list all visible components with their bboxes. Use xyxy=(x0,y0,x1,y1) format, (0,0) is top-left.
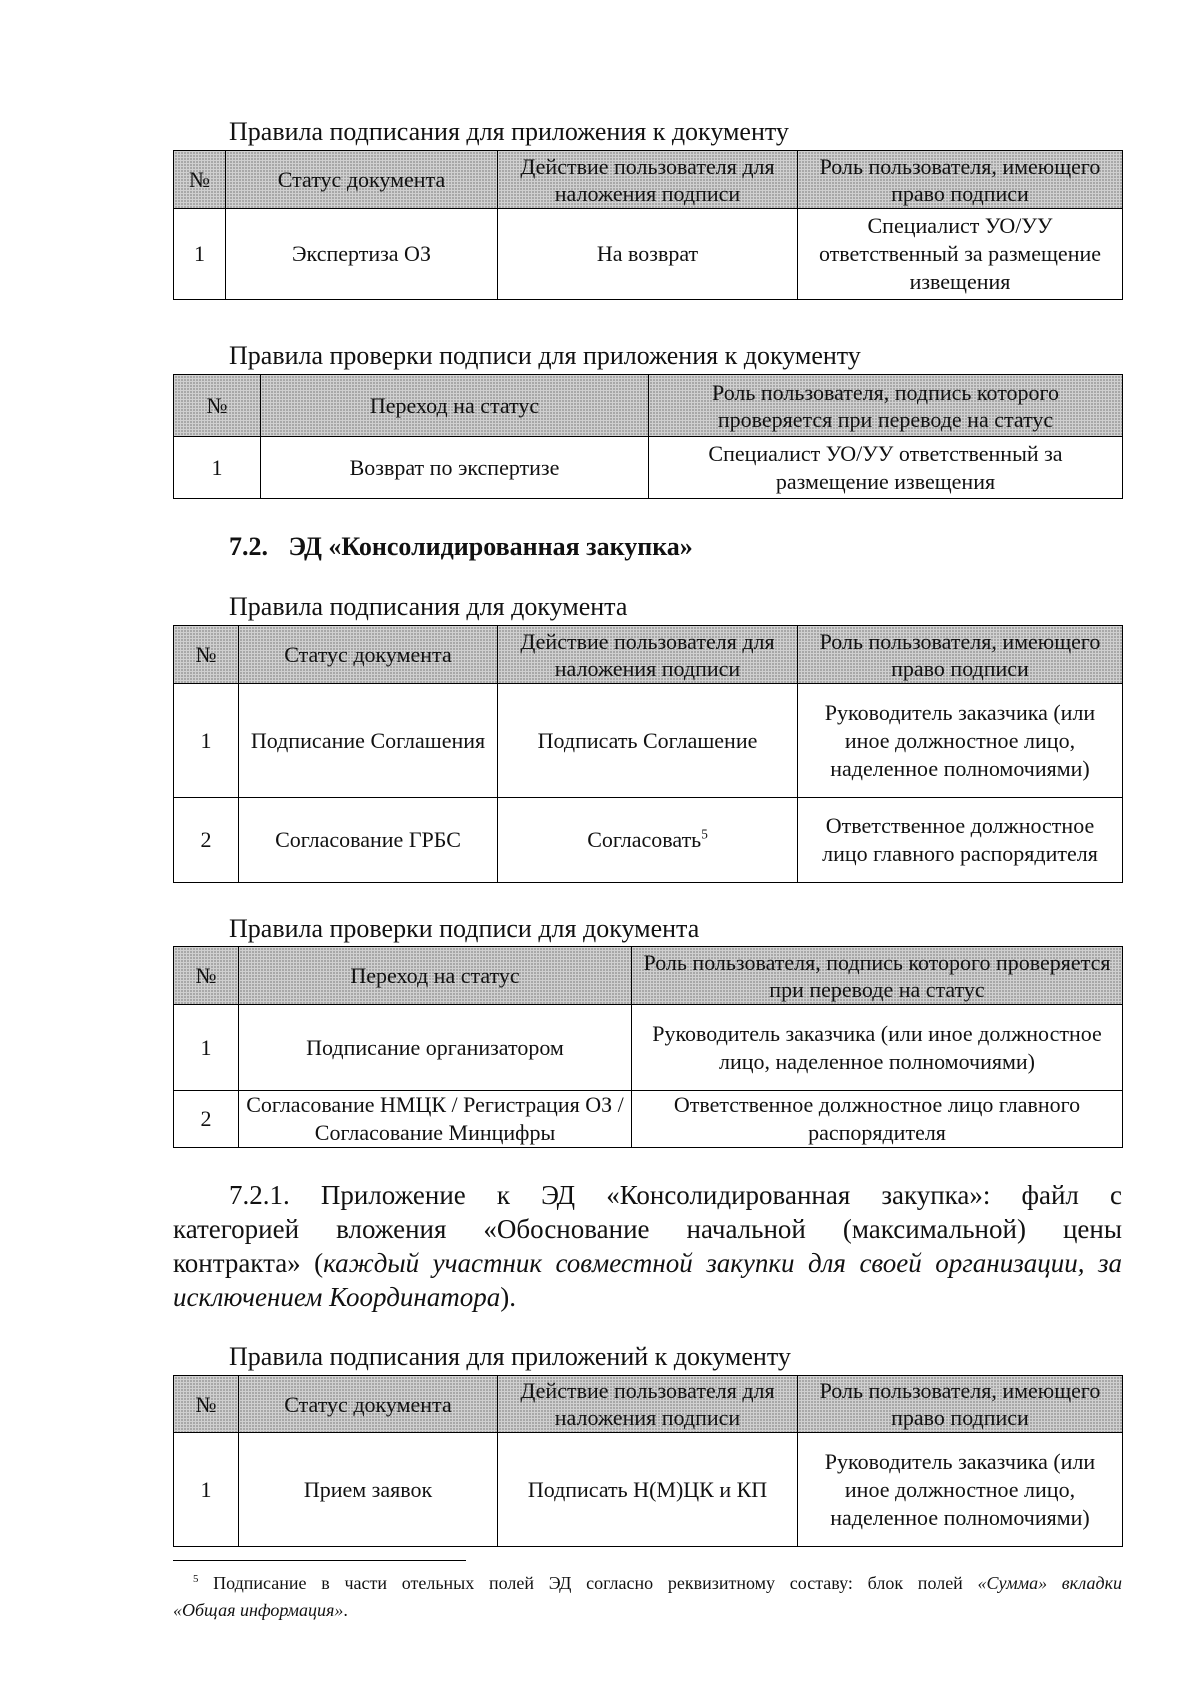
row-transition: Подписание организатором xyxy=(239,1005,632,1091)
paragraph-line: 7.2.1. Приложение к ЭД «Консолидированная закупка»: файл с xyxy=(229,1180,1122,1210)
row-role: Ответственное должностное лицо главного распорядителя xyxy=(798,798,1123,883)
table-caption: Правила подписания для приложений к документу xyxy=(229,1342,791,1371)
table-row xyxy=(174,1433,1123,1547)
table-caption: Правила подписания для приложения к документу xyxy=(229,117,789,146)
col-header-action: Действие пользователя для наложения подписи xyxy=(498,626,798,684)
col-header-status: Статус документа xyxy=(226,151,498,209)
paragraph-italic-text: каждый участник совместной закупки для своей организации, за xyxy=(323,1248,1122,1278)
row-action: Подписать Н(М)ЦК и КП xyxy=(498,1433,798,1547)
footnote-italic-text: «Сумма» вкладки xyxy=(977,1573,1122,1593)
action-text: Согласовать xyxy=(587,827,702,852)
table-caption: Правила проверки подписи для приложения к документу xyxy=(229,341,861,370)
col-header-transition: Переход на статус xyxy=(239,947,632,1005)
row-number: 1 xyxy=(174,209,226,300)
table-row xyxy=(174,437,1123,499)
col-header-number: № xyxy=(174,626,239,684)
signature-check-document-table xyxy=(173,946,1123,1148)
row-transition: Согласование НМЦК / Регистрация ОЗ / Согласование Минцифры xyxy=(239,1091,632,1148)
paragraph-line: категорией вложения «Обоснование начальной (максимальной) цены xyxy=(173,1214,1122,1244)
signing-rules-attachment-table xyxy=(173,150,1123,300)
col-header-status: Статус документа xyxy=(239,1376,498,1433)
paragraph-line xyxy=(173,1280,1122,1314)
section-number: 7.2. xyxy=(229,532,268,561)
footnote-separator xyxy=(173,1560,466,1561)
table-caption: Правила проверки подписи для документа xyxy=(229,914,700,943)
col-header-action: Действие пользователя для наложения подписи xyxy=(498,1376,798,1433)
footnote-text: Подписание в части отельных полей ЭД согласно реквизитному составу: блок полей xyxy=(198,1573,978,1593)
row-status: Прием заявок xyxy=(239,1433,498,1547)
col-header-role: Роль пользователя, имеющего право подписи xyxy=(798,1376,1123,1433)
row-number: 1 xyxy=(174,1005,239,1091)
footnote-text: . xyxy=(343,1600,348,1620)
col-header-action: Действие пользователя для наложения подписи xyxy=(498,151,798,209)
footnote-reference[interactable]: 5 xyxy=(701,826,708,842)
row-action: Подписать Соглашение xyxy=(498,684,798,798)
row-action xyxy=(498,798,798,883)
col-header-number: № xyxy=(174,1376,239,1433)
row-role: Ответственное должностное лицо главного распорядителя xyxy=(632,1091,1123,1148)
row-status: Подписание Соглашения xyxy=(239,684,498,798)
row-action: На возврат xyxy=(498,209,798,300)
table-row xyxy=(174,798,1123,883)
col-header-number: № xyxy=(174,375,261,437)
table-row xyxy=(174,209,1123,300)
col-header-status: Статус документа xyxy=(239,626,498,684)
col-header-role: Роль пользователя, имеющего право подписи xyxy=(798,151,1123,209)
col-header-number: № xyxy=(174,151,226,209)
row-role: Специалист УО/УУ ответственный за размещение извещения xyxy=(649,437,1123,499)
row-role: Специалист УО/УУ ответственный за размещение извещения xyxy=(798,209,1123,300)
col-header-role: Роль пользователя, подпись которого проверяется при переводе на статус xyxy=(632,947,1123,1005)
col-header-number: № xyxy=(174,947,239,1005)
footnote xyxy=(173,1570,1122,1624)
table-row xyxy=(174,1005,1123,1091)
row-role: Руководитель заказчика (или иное должностное лицо, наделенное полномочиями) xyxy=(632,1005,1123,1091)
footnote-line xyxy=(173,1600,348,1620)
body-paragraph xyxy=(173,1178,1122,1314)
section-heading xyxy=(229,532,693,562)
col-header-transition: Переход на статус xyxy=(261,375,649,437)
row-number: 2 xyxy=(174,798,239,883)
row-role: Руководитель заказчика (или иное должностное лицо, наделенное полномочиями) xyxy=(798,684,1123,798)
section-title: ЭД «Консолидированная закупка» xyxy=(288,532,693,561)
signature-check-attachment-table xyxy=(173,374,1123,499)
table-row xyxy=(174,1091,1123,1148)
col-header-role: Роль пользователя, подпись которого проверяется при переводе на статус xyxy=(649,375,1123,437)
paragraph-text: ). xyxy=(500,1282,517,1312)
table-caption: Правила подписания для документа xyxy=(229,592,628,621)
signing-rules-document-table xyxy=(173,625,1123,883)
row-number: 1 xyxy=(174,1433,239,1547)
row-number: 2 xyxy=(174,1091,239,1148)
table-row xyxy=(174,684,1123,798)
row-transition: Возврат по экспертизе xyxy=(261,437,649,499)
paragraph-text: контракта» ( xyxy=(173,1248,324,1278)
footnote-italic-text: «Общая информация» xyxy=(173,1600,344,1620)
row-number: 1 xyxy=(174,437,261,499)
col-header-role: Роль пользователя, имеющего право подписи xyxy=(798,626,1123,684)
row-status: Экспертиза ОЗ xyxy=(226,209,498,300)
paragraph-italic-text: исключением Координатора xyxy=(173,1282,501,1312)
footnote-mark: 5 xyxy=(193,1573,199,1585)
row-status: Согласование ГРБС xyxy=(239,798,498,883)
footnote-line xyxy=(173,1570,1122,1597)
row-number: 1 xyxy=(174,684,239,798)
paragraph-line xyxy=(173,1246,1122,1280)
row-role: Руководитель заказчика (или иное должностное лицо, наделенное полномочиями) xyxy=(798,1433,1123,1547)
signing-rules-attachments-table xyxy=(173,1375,1123,1547)
